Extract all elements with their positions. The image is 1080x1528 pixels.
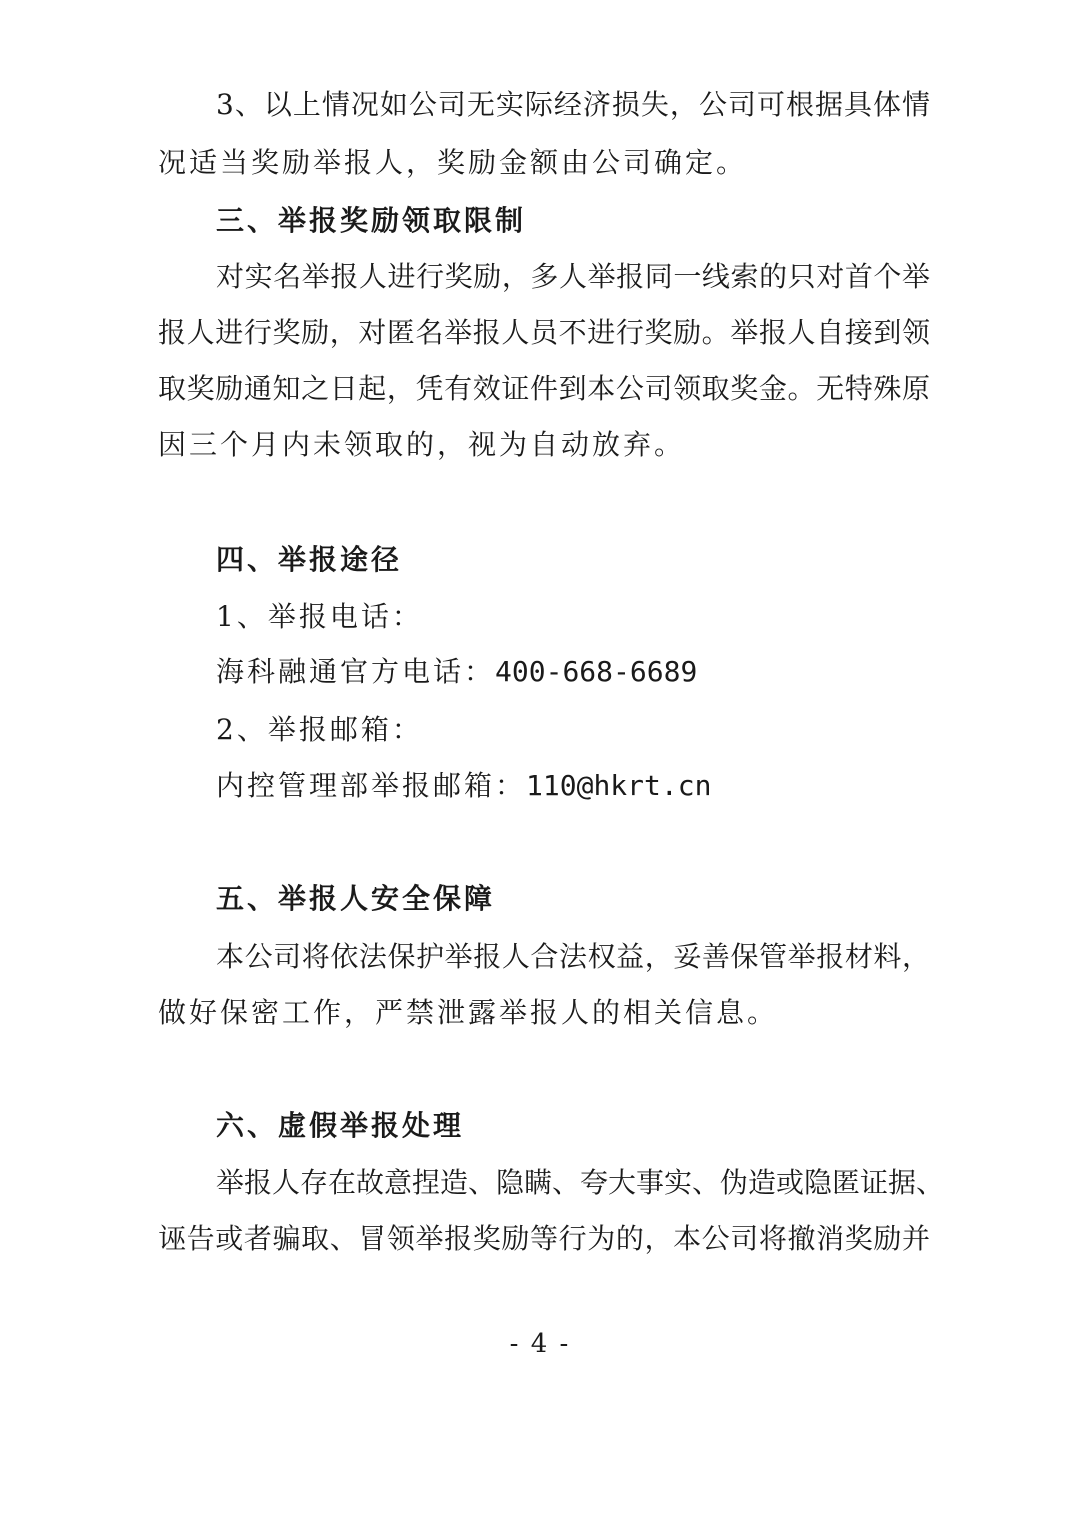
reward-item-3-line-1: 3、以上情况如公司无实际经济损失，公司可根据具体情: [216, 88, 930, 121]
report-phone-prefix: 海科融通官方电话：: [216, 655, 496, 688]
section-3-line-3: 取奖励通知之日起，凭有效证件到本公司领取奖金。无特殊原: [158, 372, 930, 405]
report-phone-line: [216, 652, 697, 692]
section-6-line-1: 举报人存在故意捏造、隐瞒、夸大事实、伪造或隐匿证据、: [216, 1166, 945, 1199]
section-3-line-1: 对实名举报人进行奖励，多人举报同一线索的只对首个举: [216, 260, 930, 293]
section-5-line-2: 做好保密工作，严禁泄露举报人的相关信息。: [158, 996, 779, 1029]
section-3-heading: 三、举报奖励领取限制: [216, 204, 527, 237]
section-6-heading: 六、虚假举报处理: [216, 1109, 465, 1142]
report-email-line: [216, 766, 711, 806]
section-6-line-2: 诬告或者骗取、冒领举报奖励等行为的，本公司将撤消奖励并: [158, 1222, 930, 1255]
report-email-address: 110@hkrt.cn: [526, 769, 712, 802]
reward-item-3-line-2: 况适当奖励举报人，奖励金额由公司确定。: [158, 146, 748, 179]
section-3-line-2: 报人进行奖励，对匿名举报人员不进行奖励。举报人自接到领: [158, 316, 930, 349]
section-5-heading: 五、举报人安全保障: [216, 882, 496, 915]
section-5-line-1: 本公司将依法保护举报人合法权益，妥善保管举报材料，: [216, 940, 930, 973]
page-number: - 4 -: [509, 1329, 571, 1359]
report-phone-label: 1、举报电话：: [216, 600, 423, 633]
report-email-label: 2、举报邮箱：: [216, 713, 423, 746]
report-email-prefix: 内控管理部举报邮箱：: [216, 769, 527, 802]
section-4-heading: 四、举报途径: [216, 543, 403, 576]
section-3-line-4: 因三个月内未领取的，视为自动放弃。: [158, 428, 686, 461]
report-phone-number: 400-668-6689: [495, 655, 698, 688]
